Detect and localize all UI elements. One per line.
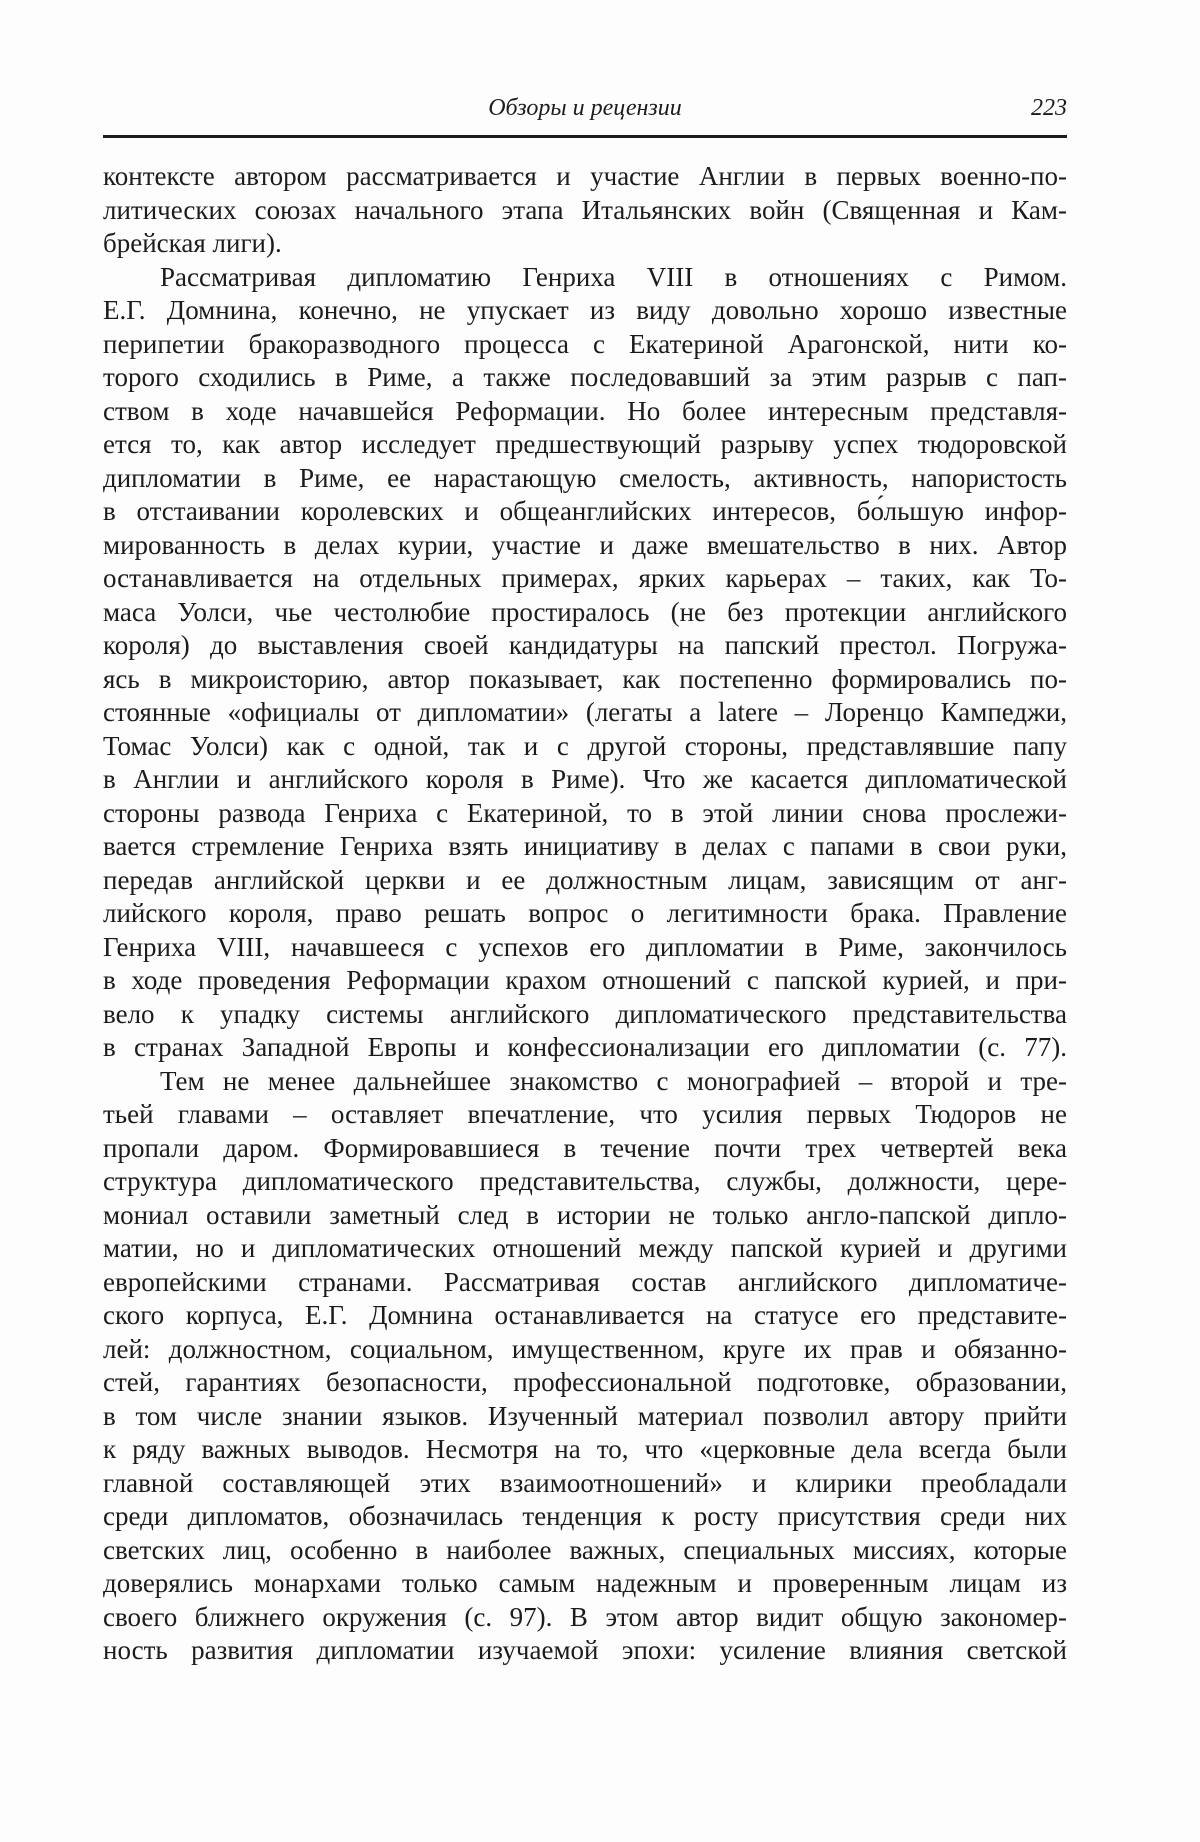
text-line: Томас Уолси) как с одной, так и с другой стороны, представлявшие папу: [103, 730, 1067, 761]
text-line: Е.Г. Домнина, конечно, не упускает из виду довольно хорошо известные: [103, 295, 1067, 325]
text-line: структура дипломатического представительства, службы, должности, цере-: [103, 1166, 1067, 1196]
text-line: литических союзах начального этапа Итальянских войн (Священная и Кам-: [103, 194, 1067, 225]
text-line: вело к упадку системы английского дипломатического представительства: [103, 998, 1067, 1029]
text-line: ского корпуса, Е.Г. Домнина останавливается на статусе его представите-: [103, 1300, 1067, 1330]
text-line: пропали даром. Формировавшиеся в течение почти трех четвертей века: [103, 1132, 1067, 1163]
text-line: в Англии и английского короля в Риме). Что же касается дипломатической: [103, 764, 1067, 794]
text-line: мированность в делах курии, участие и даже вмешательство в них. Автор: [103, 529, 1067, 560]
text-line: своего ближнего окружения (с. 97). В этом автор видит общую закономер-: [103, 1601, 1067, 1632]
text-line: стороны развода Генриха с Екатериной, то в этой линии снова прослежи-: [103, 797, 1067, 828]
header-rule: [103, 135, 1067, 138]
text-line: светских лиц, особенно в наиболее важных, специальных миссиях, которые: [103, 1534, 1067, 1565]
text-line: брейская лиги).: [103, 228, 282, 258]
text-line: маса Уолси, чье честолюбие простиралось (не без протекции английского: [103, 596, 1067, 627]
text-line: лийского короля, право решать вопрос о легитимности брака. Правление: [103, 898, 1067, 928]
text-line: ется то, как автор исследует предшествующий разрыву успех тюдоровской: [103, 429, 1067, 459]
text-line: среди дипломатов, обозначилась тенденция к росту присутствия среди них: [103, 1501, 1067, 1531]
text-line: останавливается на отдельных примерах, ярких карьерах – таких, как То-: [103, 563, 1067, 593]
text-line: Генриха VIII, начавшееся с успехов его дипломатии в Риме, закончилось: [103, 931, 1067, 962]
text-line: лей: должностном, социальном, имущественном, круге их прав и обязанно-: [103, 1333, 1067, 1364]
text-line: тьей главами – оставляет впечатление, что усилия первых Тюдоров не: [103, 1099, 1067, 1129]
text-line: короля) до выставления своей кандидатуры на папский престол. Погружа-: [103, 630, 1067, 660]
text-line: перипетии бракоразводного процесса с Екатериной Арагонской, нити ко-: [103, 328, 1067, 359]
text-column: [103, 94, 1067, 1668]
text-line: Тем не менее дальнейшее знакомство с монографией – второй и тре-: [160, 1065, 1067, 1096]
text-line: доверялись монархами только самым надежным и проверенным лицам из: [103, 1568, 1067, 1598]
text-line: контексте автором рассматривается и участие Англии в первых военно-по-: [103, 161, 1067, 191]
text-line: к ряду важных выводов. Несмотря на то, что «церковные дела всегда были: [103, 1434, 1067, 1464]
paragraph: [103, 1065, 1067, 1668]
text-line: стоянные «официалы от дипломатии» (легаты a latere – Лоренцо Кампеджи,: [103, 697, 1067, 727]
text-line: главной составляющей этих взаимоотношений» и клирики преобладали: [103, 1467, 1067, 1498]
text-line: ясь в микроисторию, автор показывает, как постепенно формировались по-: [103, 663, 1067, 694]
text-line: ность развития дипломатии изучаемой эпохи: усиление влияния светской: [103, 1635, 1067, 1665]
text-line: в том числе знании языков. Изученный материал позволил автору прийти: [103, 1400, 1067, 1431]
text-line: ством в ходе начавшейся Реформации. Но более интересным представля-: [103, 395, 1067, 426]
text-line: Рассматривая дипломатию Генриха VIII в отношениях с Римом.: [160, 261, 1067, 292]
text-line: мониал оставили заметный след в истории не только англо-папской дипло-: [103, 1199, 1067, 1230]
body-text: [103, 160, 1067, 1668]
text-line: в отстаивании королевских и общеанглийских интересов, бо́льшую инфор-: [103, 496, 1067, 526]
page-number: 223: [1031, 95, 1067, 121]
text-line: вается стремление Генриха взять инициативу в делах с папами в свои руки,: [103, 831, 1067, 861]
text-line: матии, но и дипломатических отношений между папской курией и другими: [103, 1233, 1067, 1263]
text-line: в странах Западной Европы и конфессионализации его дипломатии (с. 77).: [103, 1032, 1067, 1062]
paragraph: [103, 160, 1067, 261]
text-line: торого сходились в Риме, а также последовавший за этим разрыв с пап-: [103, 362, 1067, 392]
text-line: дипломатии в Риме, ее нарастающую смелость, активность, напористость: [103, 462, 1067, 493]
paragraph: [103, 261, 1067, 1065]
text-line: в ходе проведения Реформации крахом отношений с папской курией, и при-: [103, 965, 1067, 995]
text-line: передав английской церкви и ее должностным лицам, зависящим от анг-: [103, 864, 1067, 895]
text-line: стей, гарантиях безопасности, профессиональной подготовке, образовании,: [103, 1367, 1067, 1397]
page-header: [103, 94, 1067, 122]
text-line: европейскими странами. Рассматривая состав английского дипломатиче-: [103, 1266, 1067, 1297]
running-title: Обзоры и рецензии: [488, 95, 682, 121]
